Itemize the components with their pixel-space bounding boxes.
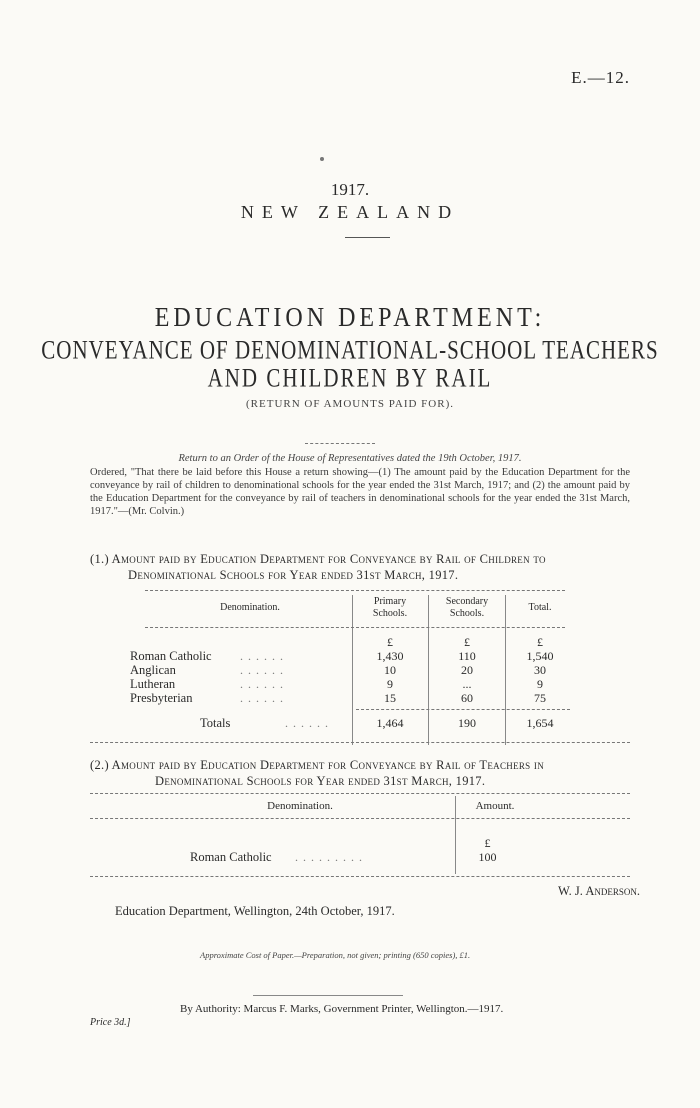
table1-row-primary: 15 (384, 691, 396, 705)
table1-row-leader: . . . . . . (240, 649, 284, 663)
department-title: EDUCATION DEPARTMENT: (154, 302, 546, 333)
table1-row-secondary: 20 (461, 663, 473, 677)
table1-totals-primary: 1,464 (376, 716, 404, 730)
table1-currency-secondary: £ (464, 635, 470, 649)
table1-row-total: 1,540 (526, 649, 554, 663)
order-text: Ordered, "That there be laid before this House a return showing—(1) The amount paid by the Education Department for the conveyance by rail of children to denominational schools for the year ended the 31st March, 1917; and (2) the amount paid by the Education Department for the conveyance by rail of teachers in denominational schools for the year ended the 31st March, 1917."—(Mr. Colvin.) (90, 467, 630, 517)
table1-totals-label: Totals (200, 716, 231, 730)
subject-line-2: AND CHILDREN BY RAIL (207, 362, 493, 393)
table2-title-line1: (2.) Amount paid by Education Department for Conveyance by Rail of Teachers in (90, 758, 544, 772)
table2-header-amount: Amount. (475, 800, 515, 812)
table2-row-leader: . . . . . . . . . (295, 850, 363, 864)
signature: W. J. Anderson. (558, 884, 640, 898)
order-divider (305, 443, 375, 444)
table1-divider-1 (352, 595, 353, 745)
subject-line-1: CONVEYANCE OF DENOMINATIONAL-SCHOOL TEACHERS (41, 334, 659, 365)
table1-divider-3 (505, 595, 506, 745)
ornament-dot (320, 157, 324, 161)
table1-row-total: 30 (534, 663, 546, 677)
table1-header-total: Total. (528, 602, 552, 613)
year: 1917. (330, 180, 370, 199)
table1-header-denomination: Denomination. (220, 602, 280, 613)
price: Price 3d.] (90, 1017, 131, 1028)
table1-header-rule (145, 627, 565, 628)
table2-currency: £ (484, 836, 491, 850)
table1-row-primary: 1,430 (376, 649, 404, 663)
table2-row-name: Roman Catholic (190, 850, 272, 864)
table1-title-line1: (1.) Amount paid by Education Department for Conveyance by Rail of Children to (90, 552, 546, 566)
table2-title-line2: Denominational Schools for Year ended 31st March, 1917. (155, 774, 486, 788)
country: NEW ZEALAND (240, 202, 460, 222)
table1-row-name: Lutheran (130, 677, 176, 691)
return-note: (RETURN OF AMOUNTS PAID FOR). (246, 398, 454, 410)
table1-totals-total: 1,654 (526, 716, 554, 730)
table1-row-secondary: 60 (461, 691, 473, 705)
dateline: Education Department, Wellington, 24th October, 1917. (115, 904, 395, 918)
table2-bottom-rule (90, 876, 630, 877)
table1-header-secondary: Secondary Schools. (445, 596, 489, 619)
table1-totals-secondary: 190 (458, 716, 476, 730)
table1-top-rule (145, 590, 565, 591)
imprint-rule (253, 995, 403, 996)
table1-row-primary: 10 (384, 663, 396, 677)
table1-row-name: Roman Catholic (130, 649, 212, 663)
table1-title-line2: Denominational Schools for Year ended 31st March, 1917. (128, 568, 459, 582)
table1-row-leader: . . . . . . (240, 677, 284, 691)
table1-row-primary: 9 (387, 677, 393, 691)
document-reference: E.—12. (571, 68, 630, 87)
table2-header-rule (90, 818, 630, 819)
table1-divider-2 (428, 595, 429, 745)
table1-currency-primary: £ (387, 635, 393, 649)
table2-top-rule (90, 793, 630, 794)
table2-header-denomination: Denomination. (267, 800, 333, 812)
imprint: By Authority: Marcus F. Marks, Government Printer, Wellington.—1917. (180, 1003, 504, 1015)
table1-row-name: Anglican (130, 663, 176, 677)
table1-totals-rule (356, 709, 570, 710)
table1-currency-total: £ (537, 635, 543, 649)
table1-row-secondary: ... (462, 677, 472, 691)
table1-row-leader: . . . . . . (240, 691, 284, 705)
table1-totals-leader: . . . . . . (285, 716, 329, 730)
table2-row-amount: 100 (478, 850, 497, 864)
table1-row-leader: . . . . . . (240, 663, 284, 677)
table1-row-total: 75 (534, 691, 546, 705)
table1-row-name: Presbyterian (130, 691, 193, 705)
order-heading: Return to an Order of the House of Representatives dated the 19th October, 1917. (178, 453, 522, 464)
cost-note: Approximate Cost of Paper.—Preparation, not given; printing (650 copies), £1. (200, 950, 471, 960)
table1-row-total: 9 (537, 677, 543, 691)
title-rule (345, 237, 390, 238)
table2-divider (455, 796, 456, 874)
table1-row-secondary: 110 (458, 649, 476, 663)
table1-header-primary: Primary Schools. (372, 596, 408, 619)
table1-bottom-rule (90, 742, 630, 743)
